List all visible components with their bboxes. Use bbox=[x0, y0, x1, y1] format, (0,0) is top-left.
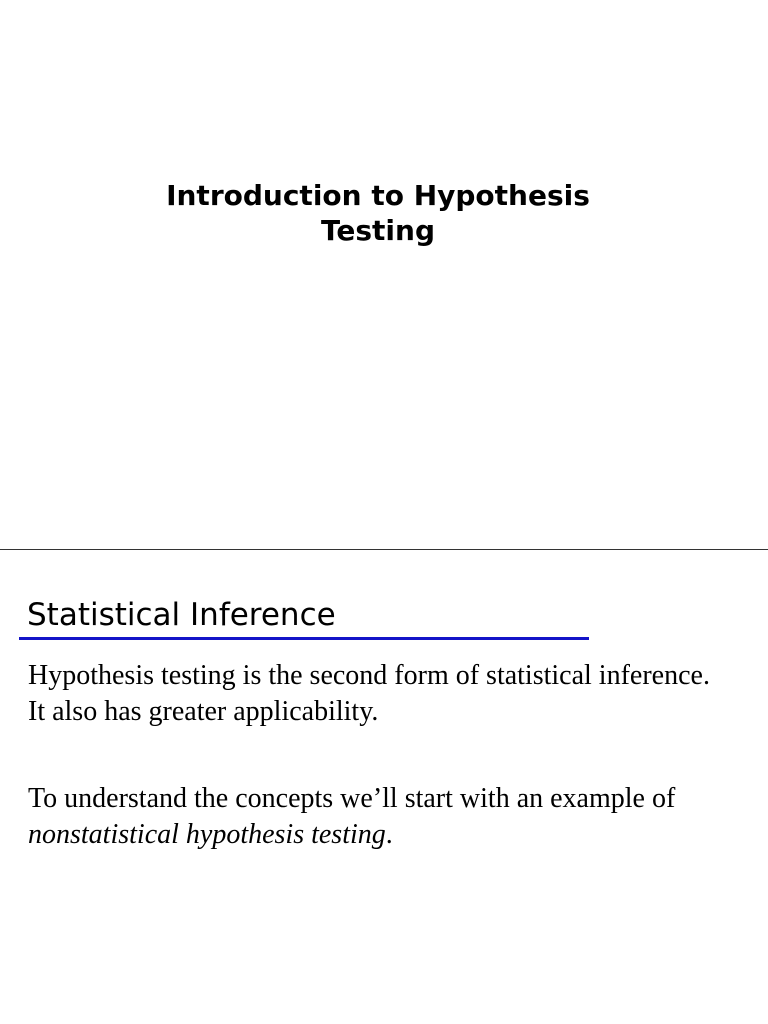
slide-title-line-2: Testing bbox=[321, 214, 435, 247]
paragraph-2-period: . bbox=[385, 819, 393, 850]
italic-term: nonstatistical hypothesis testing bbox=[28, 819, 386, 850]
paragraph-2-line-2 bbox=[28, 817, 764, 853]
section-heading: Statistical Inference bbox=[27, 597, 336, 633]
paragraph-1-line-2: It also has greater applicability. bbox=[28, 696, 379, 727]
slide-title bbox=[0, 178, 756, 248]
paragraph-1 bbox=[28, 658, 764, 730]
slide-title-line-1: Introduction to Hypothesis bbox=[166, 179, 590, 212]
paragraph-1-line-1: Hypothesis testing is the second form of statistical inference. bbox=[28, 660, 710, 691]
heading-underline bbox=[19, 637, 589, 640]
paragraph-2 bbox=[28, 781, 764, 853]
paragraph-2-line-1: To understand the concepts we’ll start with an example of bbox=[28, 783, 676, 814]
content-slide bbox=[0, 550, 768, 1024]
